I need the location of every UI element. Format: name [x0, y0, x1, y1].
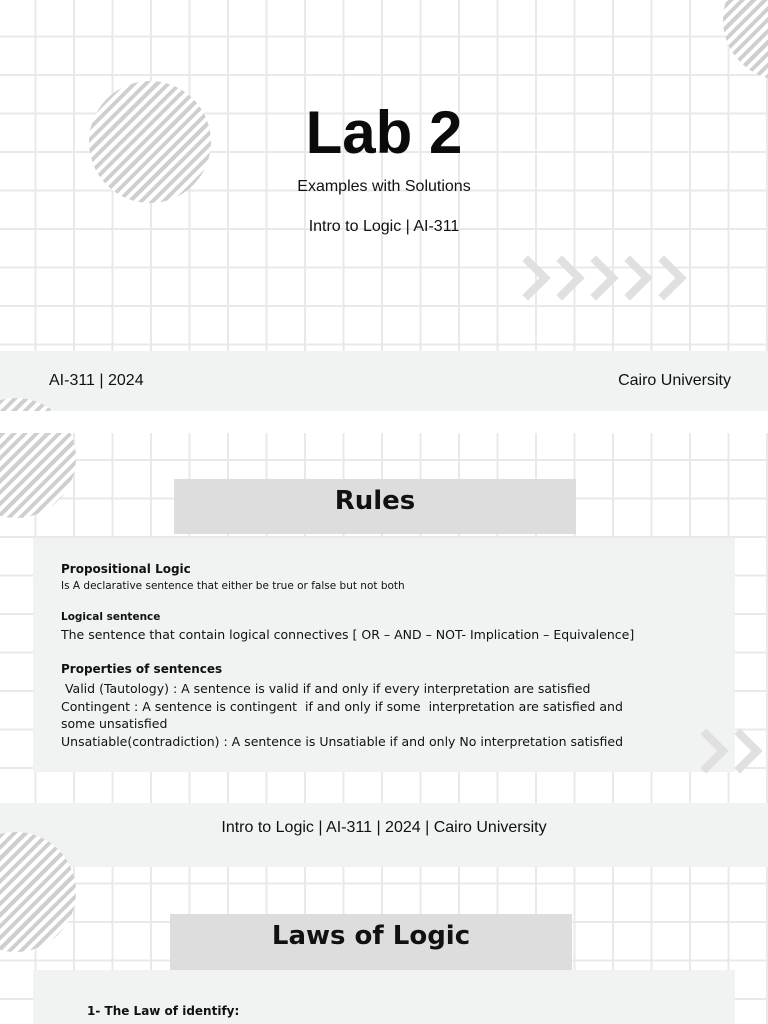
section-text: Is A declarative sentence that either be true or false but not both — [61, 580, 405, 592]
slide-title: Lab 2 — [305, 99, 463, 166]
footer-right: Cairo University — [618, 372, 731, 389]
law-item: 1- The Law of identify: — [87, 1004, 240, 1018]
section-text: Valid (Tautology) : A sentence is valid if and only if every interpretation are satisfied — [61, 681, 591, 696]
section-label: Propositional Logic — [61, 562, 191, 576]
chevron-arrows-decoration — [512, 262, 680, 294]
rules-heading: Rules — [174, 479, 576, 534]
slide-subtitle: Examples with Solutions — [297, 178, 471, 195]
striped-circle-decoration-corner — [723, 0, 768, 80]
section-text: Contingent : A sentence is contingent if and only if some interpretation are satisfied and — [61, 699, 623, 714]
laws-heading: Laws of Logic — [170, 914, 572, 970]
section-label: Logical sentence — [61, 611, 161, 623]
section-text: Unsatiable(contradiction) : A sentence is Unsatiable if and only No interpretation satisfied — [61, 734, 624, 749]
course-label: Intro to Logic | AI-311 — [308, 218, 460, 235]
rules-card — [33, 538, 735, 772]
slide2-footer: Intro to Logic | AI-311 | 2024 | Cairo University — [221, 819, 547, 836]
chevron-arrows-decoration — [690, 735, 768, 767]
footer-left: AI-311 | 2024 — [49, 372, 144, 389]
section-text: The sentence that contain logical connectives [ OR – AND – NOT- Implication – Equivalence] — [61, 627, 635, 642]
chevron-right-icon — [751, 728, 768, 773]
section-label: Properties of sentences — [61, 662, 223, 676]
section-text: some unsatisfied — [61, 716, 168, 731]
chevron-right-icon — [641, 255, 686, 300]
slide-gap-band — [0, 411, 768, 433]
laws-card — [33, 970, 735, 1024]
